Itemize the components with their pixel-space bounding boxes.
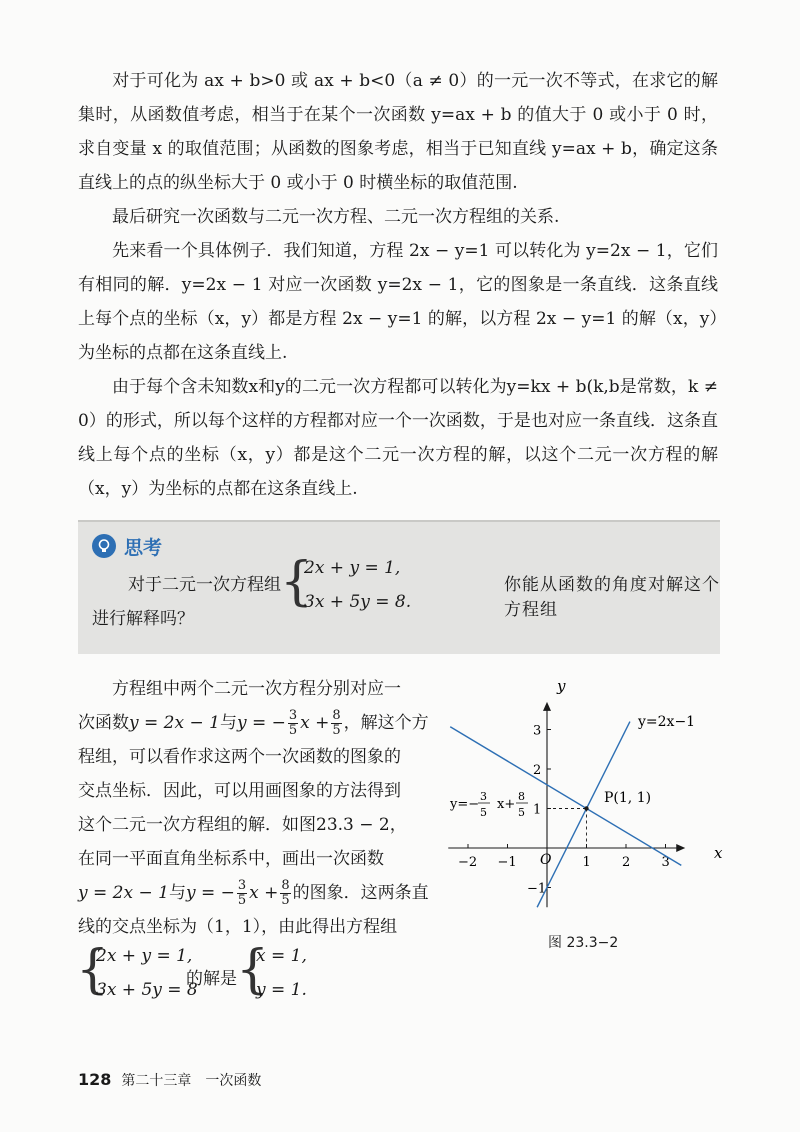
series-line-y-2x-1 — [537, 722, 630, 908]
line2-frac-den-5: 5 — [480, 806, 487, 819]
solution-x: x = 1, — [256, 946, 307, 966]
y-tick-label: 3 — [533, 723, 542, 739]
x-axis-arrow-icon — [676, 844, 685, 852]
line2-label-b: x+ — [497, 797, 516, 812]
fraction: $\frac{3}{5}$ — [288, 708, 298, 738]
left-line-2: 次函数y = 2x − 1与y = − $\frac{3}{5}$ x + $\frac{8}{5}$ ，解这个方 — [78, 708, 429, 738]
system-mid-text: 的解是 — [186, 969, 237, 989]
brace-icon: { — [280, 552, 314, 612]
think-title: 思考 — [92, 532, 162, 560]
origin-label: O — [540, 852, 552, 868]
think-eq2: 3x + 5y = 8. — [304, 592, 412, 612]
think-line2: 进行解释吗？ — [92, 609, 194, 629]
left-line-4: 交点坐标．因此，可以用画图象的方法得到 — [78, 781, 401, 801]
left-line-1: 方程组中两个二元一次方程分别对应一 — [112, 679, 401, 699]
fraction: $\frac{8}{5}$ — [281, 878, 290, 908]
chapter-title: 第二十三章 一次函数 — [121, 1073, 262, 1089]
x-tick-label: −2 — [458, 855, 478, 870]
fraction: $\frac{3}{5}$ — [237, 878, 247, 908]
y-tick-label: −1 — [527, 881, 547, 897]
x-tick-label: 1 — [582, 855, 591, 870]
paragraph-inequality: 对于可化为 ax + b>0 或 ax + b<0（a ≠ 0）的一元一次不等式，在求它的解集时，从函数值考虑，相当于在某个一次函数 y=ax + b 的值大于 0 或小于 0 时，求自变量 x 的取值范围；从函数的图象考虑，相当于已知直线 y=ax + b，确定这条直线上的点的纵坐标大于 0 或小于 0 时横坐标的取值范围. — [78, 71, 718, 193]
y-tick-label: 2 — [533, 763, 542, 778]
figure-caption: 图 23.3−2 — [548, 935, 619, 951]
page-footer — [78, 1070, 261, 1090]
system-eq2: 3x + 5y = 8 — [96, 980, 198, 1000]
brace-icon: { — [236, 940, 270, 1000]
left-line-5: 这个二元一次方程组的解．如图23.3 − 2， — [78, 815, 407, 835]
paragraph-general: 由于每个含未知数x和y的二元一次方程都可以转化为y=kx + b(k,b是常数，k ≠ 0）的形式，所以每个这样的方程都对应一个一次函数，于是也对应一条直线．这条直线上每个点的坐标（x，y）都是这个二元一次方程的解，以这个二元一次方程的解（x，y）为坐标的点都在这条直线上. — [78, 377, 718, 499]
lightbulb-icon — [92, 534, 116, 558]
brace-icon: { — [76, 940, 110, 1000]
x-tick-label: 2 — [622, 855, 631, 870]
think-prefix: 对于二元一次方程组 — [128, 575, 281, 595]
think-eq1: 2x + y = 1, — [304, 558, 401, 578]
left-line-3: 程组，可以看作求这两个一次函数的图象的 — [78, 747, 401, 767]
fraction: $\frac{8}{5}$ — [332, 708, 341, 738]
y-tick-label: 1 — [533, 802, 542, 818]
solution-y: y = 1. — [256, 980, 307, 1000]
intersection-point — [584, 806, 588, 810]
line2-frac-num-8: 8 — [518, 790, 525, 803]
left-line-7: y = 2x − 1与y = − $\frac{3}{5}$ x + $\frac{8}{5}$ 的图象．这两条直 — [78, 878, 429, 908]
function-graph — [446, 668, 736, 922]
left-line-8: 线的交点坐标为（1，1），由此得出方程组 — [78, 917, 398, 937]
x-tick-label: −1 — [497, 855, 517, 870]
y-axis-label: y — [557, 677, 566, 695]
system-eq1: 2x + y = 1, — [96, 946, 193, 966]
x-axis-label: x — [714, 844, 723, 862]
x-tick-label: 3 — [661, 855, 670, 870]
intersection-label: P(1, 1) — [604, 790, 652, 806]
y-axis-arrow-icon — [543, 702, 551, 711]
paragraph-example: 先来看一个具体例子．我们知道，方程 2x − y=1 可以转化为 y=2x − 1，它们有相同的解．y=2x − 1 对应一次函数 y=2x − 1，它的图象是一条直线．这条直线上每个点的坐标（x，y）都是方程 2x − y=1 的解，以方程 2x − y=1 的解（x，y）为坐标的点都在这条直线上. — [78, 241, 718, 363]
think-box — [78, 520, 720, 654]
line2-label-a: y=− — [450, 797, 480, 812]
line2-frac-den-5: 5 — [518, 806, 525, 819]
page-number: 128 — [78, 1070, 112, 1089]
line2-frac-num-3: 3 — [480, 790, 487, 803]
paragraph-intro: 最后研究一次函数与二元一次方程、二元一次方程组的关系. — [112, 207, 560, 227]
think-suffix: 你能从函数的角度对解这个方程组 — [504, 575, 720, 620]
left-line-6: 在同一平面直角坐标系中，画出一次函数 — [78, 849, 384, 869]
line1-label: y=2x−1 — [638, 714, 696, 730]
